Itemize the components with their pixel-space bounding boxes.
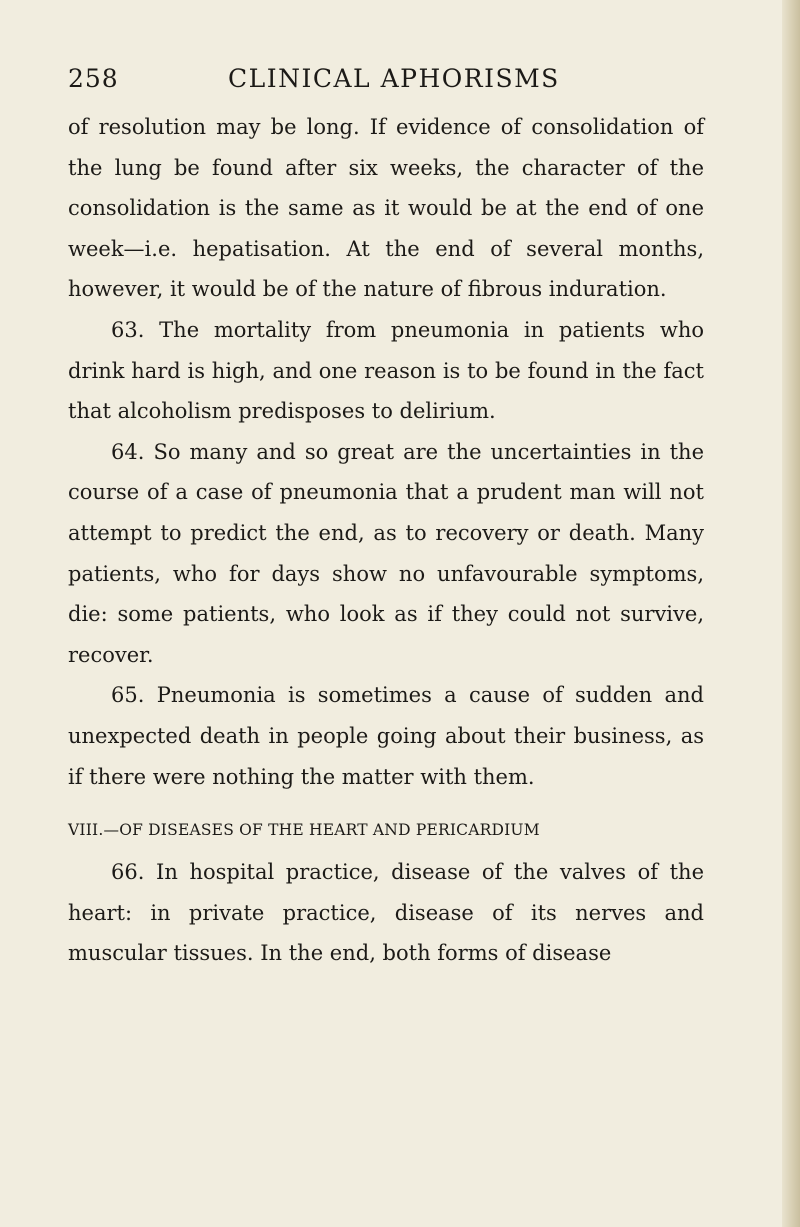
page-number: 258: [68, 64, 119, 93]
page-edge: [782, 0, 800, 1227]
aphorism-63: 63. The mortality from pneumonia in patients who drink hard is high, and one reason is to be found in the fact that alcoholism predisposes to delirium.: [68, 317, 704, 424]
running-title: CLINICAL APHORISMS: [228, 64, 560, 93]
paragraph-continuation: of resolution may be long. If evidence of consolidation of the lung be found after six weeks, the character of the consolidation is the same as it would be at the end of one week—i.e. hepatisation. At the end of several months, however, it would be of the nature of fibrous induration.: [68, 115, 704, 302]
page-header: [68, 64, 718, 100]
aphorism-66: 66. In hospital practice, disease of the valves of the heart: in private practice, disease of its nerves and muscular tissues. In the end, both forms of disease: [68, 860, 704, 966]
aphorism-64: 64. So many and so great are the uncertainties in the course of a case of pneumonia that a prudent man will not attempt to predict the end, as to recovery or death. Many patients, who for days show no unfavourable symptoms, die: some patients, who look as if they could not survive, recover.: [68, 439, 704, 667]
body-text: [68, 107, 704, 974]
aphorism-65: 65. Pneumonia is sometimes a cause of sudden and unexpected death in people going about their business, as if there were nothing the matter with them.: [68, 683, 704, 789]
section-heading: VIII.—OF DISEASES OF THE HEART AND PERICARDIUM: [68, 821, 540, 840]
